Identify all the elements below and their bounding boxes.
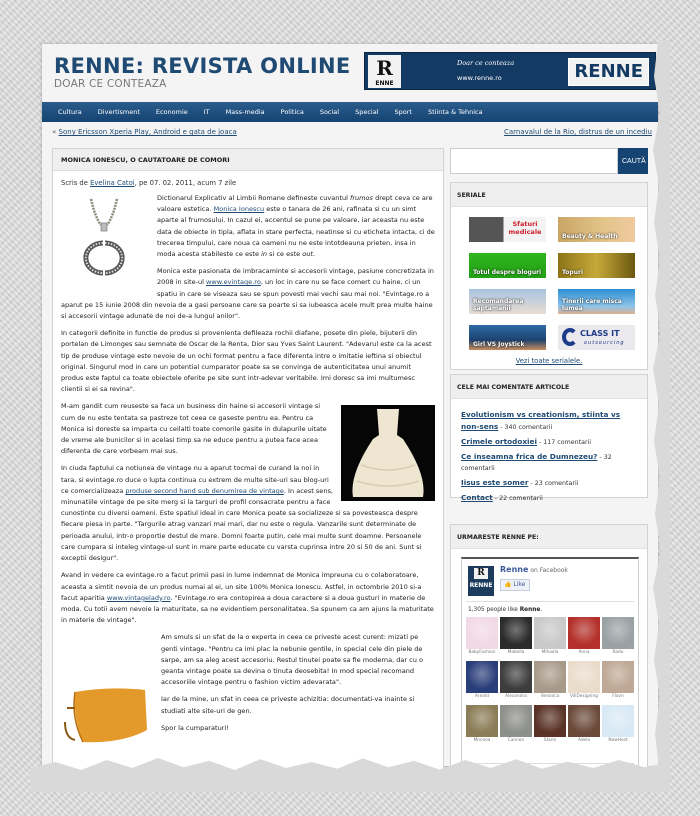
serial-thumb[interactable] [469, 253, 546, 278]
article-title: MONICA IONESCU, O CAUTATOARE DE COMORI [53, 149, 443, 171]
bag-image [61, 678, 151, 748]
fb-fan-face[interactable] [568, 617, 600, 659]
comment-count: - 340 comentarii [498, 424, 553, 431]
dress-image [341, 405, 435, 501]
text: . In acest sens, minunatiile vintage de pe site merg si la targuri de profil consacrate pentru a face cunostinte cu diversi oameni. Este spatiul ideal in care Monica poate sa socializeze si sa povesteasca despre fiecare piesa in parte. "Targurile atrag vanzari mai mari, dar nu este o regula. Vanzarile sunt determinate de perioada anului, intr-o proportie destul de mare. Domni foarte putin, cele mai multe sunt doamne. Persoanele care cumpara si inteleg vintage-ul sunt in mare parte educate cu varsta cuprinsa intre 20 si 50 de ani. Sunt si exceptii desigur". [61, 486, 422, 563]
commented-article-link[interactable]: Crimele ortodoxiei [461, 437, 538, 446]
nav-item-stiinta[interactable]: Stiinta & Tehnica [427, 108, 483, 116]
paragraph-6 [61, 570, 435, 626]
serial-thumb[interactable] [558, 289, 635, 314]
follow-widget [450, 524, 648, 776]
nav-item-special[interactable]: Special [355, 108, 379, 116]
class-it-logo-icon [562, 328, 578, 346]
banner-slogan: Doar ce conteaza [457, 59, 515, 67]
seriale-widget [450, 182, 648, 370]
fb-fan-face[interactable] [534, 661, 566, 703]
paragraph-9: Spor la cumparaturi! [161, 723, 229, 732]
fb-fan-face[interactable] [466, 705, 498, 747]
serial-label: Girl VS Joystick [473, 341, 525, 348]
serial-label: Tinerii care misca lumea [562, 298, 622, 312]
fan-avatar [500, 705, 532, 737]
next-post [504, 128, 652, 136]
fan-name: Cannon [507, 738, 525, 743]
monica-link[interactable]: Monica Ionescu [213, 205, 265, 214]
commented-article-link[interactable]: Evolutionism vs creationism, stiinta vs non-sens [461, 410, 621, 431]
fan-name: Flavn [612, 694, 624, 699]
text: M-am gandit cum reuseste sa faca un business din haine si accesorii vintage si cum de nu este tentata sa pastreze tot ceea ce gaseste pentru ea. Pentru ca Monica isi doreste sa imparta cu ceilalti toate comorile gasite in dulapurile uitate de vreme ale bunicilor si in acelasi timp sa ne educe pentru a putea face acea diferenta de care vorbeam mai sus. [61, 402, 327, 456]
facebook-like-box [461, 557, 639, 785]
seriale-title: SERIALE [451, 183, 647, 207]
fan-name: VillDesigning [570, 694, 598, 699]
fb-fan-face[interactable] [466, 661, 498, 703]
fan-name: Mirceea [473, 738, 491, 743]
see-all-link[interactable]: Vezi toate serialele. [515, 357, 583, 365]
site-tagline: DOAR CE CONTEAZA [54, 78, 167, 90]
fb-like-label: Like [513, 581, 526, 588]
paragraph-7: Am smuls si un sfat de la o experta in ceea ce priveste acest curent: mizati pe genti vintage. "Pentru ca imi plac la nebunie gentile, in special cele din piele de sarpe, am sa aleg acest accesoriu. Restul tinutei poate sa fie moderna, dar cu o geanta vintage poate sa devina o tinuta deosebita! In mod special recomand accesoriile vintage pentru o fashion victim adevarata". [161, 633, 424, 687]
banner-logo-letter: R [376, 56, 393, 80]
serial-thumb[interactable] [469, 325, 546, 350]
fb-count-suffix: . [540, 607, 543, 613]
serial-label: Beauty & Health [562, 233, 618, 240]
fb-page-title[interactable]: Renne [500, 565, 529, 574]
fb-faces-grid [466, 617, 634, 747]
serial-thumb[interactable] [558, 217, 635, 242]
paragraph-3: In categorii definite in functie de produs si provenienta defileaza rochii diafane, posete din piele, bijuterii din portelan de Limonges sau semnate de Oscar de la Renta, Dior sau Yves Saint Laurent. "Adevarul este ca la acest tip de produse vintage este nevoie de un ochi format pentru a face diferenta intre o imitatie ieftina si obiectul original. Singurul mod in care un potential cumparator poate sa se convinga de autenticitatea unui anumit produs este faptul ca toate obiectele oferite pe site sunt intr-adevar veritabile. Imi doresc sa imi multumesc clientii si ei sa revina". [61, 329, 432, 394]
fan-name: Mabella [507, 650, 525, 655]
fb-count-name: Renne [519, 607, 541, 613]
fan-name: Alexandra [505, 694, 527, 699]
serial-label: Sfaturi medicale [508, 220, 542, 236]
fb-like-button[interactable] [500, 579, 530, 591]
nav-item-politica[interactable]: Politica [280, 108, 304, 116]
post-navigation [42, 128, 658, 140]
fan-avatar [602, 661, 634, 693]
fb-fan-face[interactable] [500, 617, 532, 659]
fb-fan-face[interactable] [602, 617, 634, 659]
fb-fan-face[interactable] [500, 661, 532, 703]
fan-avatar [534, 617, 566, 649]
serial-label: Recomandarea saptamanii [473, 298, 524, 312]
text: Avand in vedere ca evintage.ro a facut primii pasi in lume indemnat de Monica impreuna cu o colaboratoare, aceasta a simtit nevoia de un produs numai al ei, un site 100% Monica Ionescu. Astfel, in octombrie 2010 si-a facut aparitia [61, 571, 422, 602]
necklace-image [61, 195, 147, 287]
commented-article-link[interactable]: Iisus este somer [461, 478, 529, 487]
fan-avatar [500, 617, 532, 649]
search-input[interactable] [450, 148, 618, 174]
nav-item-divertisment[interactable]: Divertisment [97, 108, 140, 116]
banner-logo [368, 55, 401, 88]
fan-avatar [534, 705, 566, 737]
comment-list-item [461, 436, 639, 448]
article-byline [53, 171, 443, 193]
site-title[interactable]: RENNE: REVISTA ONLINE [54, 54, 351, 78]
comment-list-item [461, 492, 639, 504]
fan-name: Mihaela [541, 650, 559, 655]
fb-like-count [468, 607, 542, 613]
fb-fan-face[interactable] [602, 705, 634, 747]
fan-name: Anna [578, 650, 590, 655]
article-body [53, 193, 443, 734]
text: . [313, 250, 316, 259]
prev-post-link[interactable]: Sony Ericsson Xperia Play, Android e gata de joaca [58, 128, 237, 136]
serial-label: Topuri [562, 269, 583, 276]
fb-page-name[interactable] [500, 565, 568, 574]
text: drept ceva ce are valoare estetica. [157, 194, 433, 214]
commented-article-link[interactable]: Ce inseamna frica de Dumnezeu? [461, 452, 598, 461]
byline-date: , pe 07. 02. 2011, acum 7 zile [134, 179, 237, 187]
fb-fan-face[interactable] [534, 617, 566, 659]
serial-sub-label: outsourcing [584, 340, 625, 346]
text: Monica este pasionata de imbracaminte si accesorii vintage, pasiune concretizata in 2008 in site-ul [157, 267, 434, 287]
fan-avatar [602, 617, 634, 649]
commented-article-link[interactable]: Contact [461, 493, 493, 502]
search-button[interactable]: CAUTĂ [618, 148, 648, 174]
fan-avatar [466, 705, 498, 737]
fan-name: Arnold [475, 694, 489, 699]
fan-name: Radu [612, 650, 624, 655]
fb-on-facebook: on Facebook [528, 567, 568, 574]
nav-item-cultura[interactable]: Cultura [58, 108, 82, 116]
article [52, 148, 444, 788]
comment-count: - 22 comentarii [492, 495, 543, 502]
fb-fan-face[interactable] [534, 705, 566, 747]
fb-fan-face[interactable] [568, 705, 600, 747]
nav-item-it[interactable]: IT [203, 108, 210, 116]
follow-title: URMARESTE RENNE PE: [451, 525, 647, 549]
prev-post [52, 128, 237, 136]
fb-fan-face[interactable] [568, 661, 600, 703]
fan-name: NewHost [608, 738, 628, 743]
serial-thumb[interactable] [469, 217, 546, 242]
prev-marker: « [52, 128, 57, 136]
fan-avatar [568, 617, 600, 649]
fan-avatar [568, 705, 600, 737]
main-nav [42, 102, 658, 122]
serial-label: Totul despre bloguri [473, 269, 542, 276]
byline-prefix: Scris de [61, 179, 91, 187]
text-em: in [261, 250, 268, 259]
fan-avatar [466, 661, 498, 693]
comment-count: - 23 comentarii [528, 480, 579, 487]
evintage-link[interactable]: www.evintage.ro [206, 278, 261, 287]
banner-url: www.renne.ro [457, 74, 502, 82]
most-commented-widget [450, 374, 648, 502]
nav-item-sport[interactable]: Sport [394, 108, 412, 116]
serial-label: CLASS IT [580, 329, 620, 338]
comment-count: - 117 comentarii [537, 439, 592, 446]
most-commented-title: CELE MAI COMENTATE ARTICOLE [451, 375, 647, 399]
fan-name: Veronica [540, 694, 560, 699]
renne-fb-logo[interactable] [468, 566, 494, 596]
text: Dictionarul Explicativ al Limbii Romane defineste cuvantul [157, 194, 351, 202]
text: si ce este [267, 250, 303, 259]
author-link[interactable]: Evelina Catoi [90, 179, 135, 187]
fb-logo-letter: R [474, 568, 488, 579]
comment-list-item [461, 451, 639, 474]
comment-list-item [461, 477, 639, 489]
text: In ciuda faptului ca notiunea de vintage nu a aparut tocmai de curand la noi in tara, si evintage.ro duce o lupta continua cu extrem de multe site-uri sau blog-uri ce comercializeaza [61, 464, 329, 495]
comment-count: - 32 comentarii [461, 454, 612, 472]
search-form [450, 148, 648, 174]
fan-avatar [534, 661, 566, 693]
nav-item-economie[interactable]: Economie [155, 108, 188, 116]
text: este o tanara de 26 ani, rafinata si cu un simt aparte al frumosului. In cazul ei, accentul se pune pe valoare, iar aceasta nu este data de obiecte in tipla, aflata in stare perfecta, neatinse si cu eticheta intacta, ci de trecerea timpului, care noua ca oameni nu ne este intotdeauna prieten, insa in moda acesta stabileste ce este [157, 205, 435, 259]
fan-avatar [602, 705, 634, 737]
thumbs-up-icon: 👍 [504, 581, 512, 588]
text: . "Evintage.ro era contopirea a doua caractere si a doua gusturi in materie de moda. Cu totii avem nevoie la maturitate, sa ne evidentiem personalitatea. Sa spunem ca am ajuns la maturitate in materie de vintage". [61, 593, 434, 625]
see-all-seriale [451, 350, 647, 365]
nav-item-mass-media[interactable]: Mass-media [225, 108, 265, 116]
text: , un loc in care nu se face comert cu haine, ci un spatiu in care se viseaza sau se spun povesti mai vechi sau mai noi. "Evintage.ro a aparut pe 15 iunie 2008 din nevoia de a gasi persoane care sa poarte si sa iubeasca acele mult prea multe haine si accesorii vintage adunate de noi de-a lungul anilor". [61, 278, 433, 321]
fan-name: BabyFashion [468, 650, 496, 655]
serial-thumb[interactable] [469, 289, 546, 314]
fb-logo-text: RENNE [469, 582, 493, 589]
vintagelady-link[interactable]: www.vintagelady.ro [106, 593, 171, 602]
comments-list [451, 399, 647, 504]
next-post-link[interactable]: Carnavalul de la Rio, distrus de un incediu [503, 128, 652, 136]
banner-brand: RENNE [568, 58, 649, 86]
fan-avatar [568, 661, 600, 693]
fb-fan-face[interactable] [466, 617, 498, 659]
paragraph-4 [61, 401, 435, 457]
page-sheet [42, 44, 658, 766]
divider [466, 601, 634, 602]
fan-avatar [466, 617, 498, 649]
comment-list-item [461, 409, 639, 433]
fan-avatar [500, 661, 532, 693]
paragraph-8: Iar de la mine, un sfat in ceea ce priveste achizitia: documentati-va inainte si studiati alte site-uri de gen. [161, 695, 415, 715]
fb-count-prefix: 1,305 people like [468, 607, 520, 613]
serial-thumb[interactable] [558, 325, 635, 350]
banner-logo-sub: ENNE [375, 80, 394, 87]
serial-thumb[interactable] [558, 253, 635, 278]
fb-fan-face[interactable] [500, 705, 532, 747]
fb-fan-face[interactable] [602, 661, 634, 703]
seriale-grid [451, 207, 647, 350]
nav-item-social[interactable]: Social [319, 108, 340, 116]
header-banner[interactable] [364, 52, 656, 90]
fan-name: Adela [577, 738, 591, 743]
second-hand-link[interactable]: produse second hand sub denumirea de vintage [125, 486, 284, 495]
text-em: frumos [350, 194, 373, 202]
fan-name: Sfarin [543, 738, 557, 743]
text-em: out [302, 250, 313, 259]
